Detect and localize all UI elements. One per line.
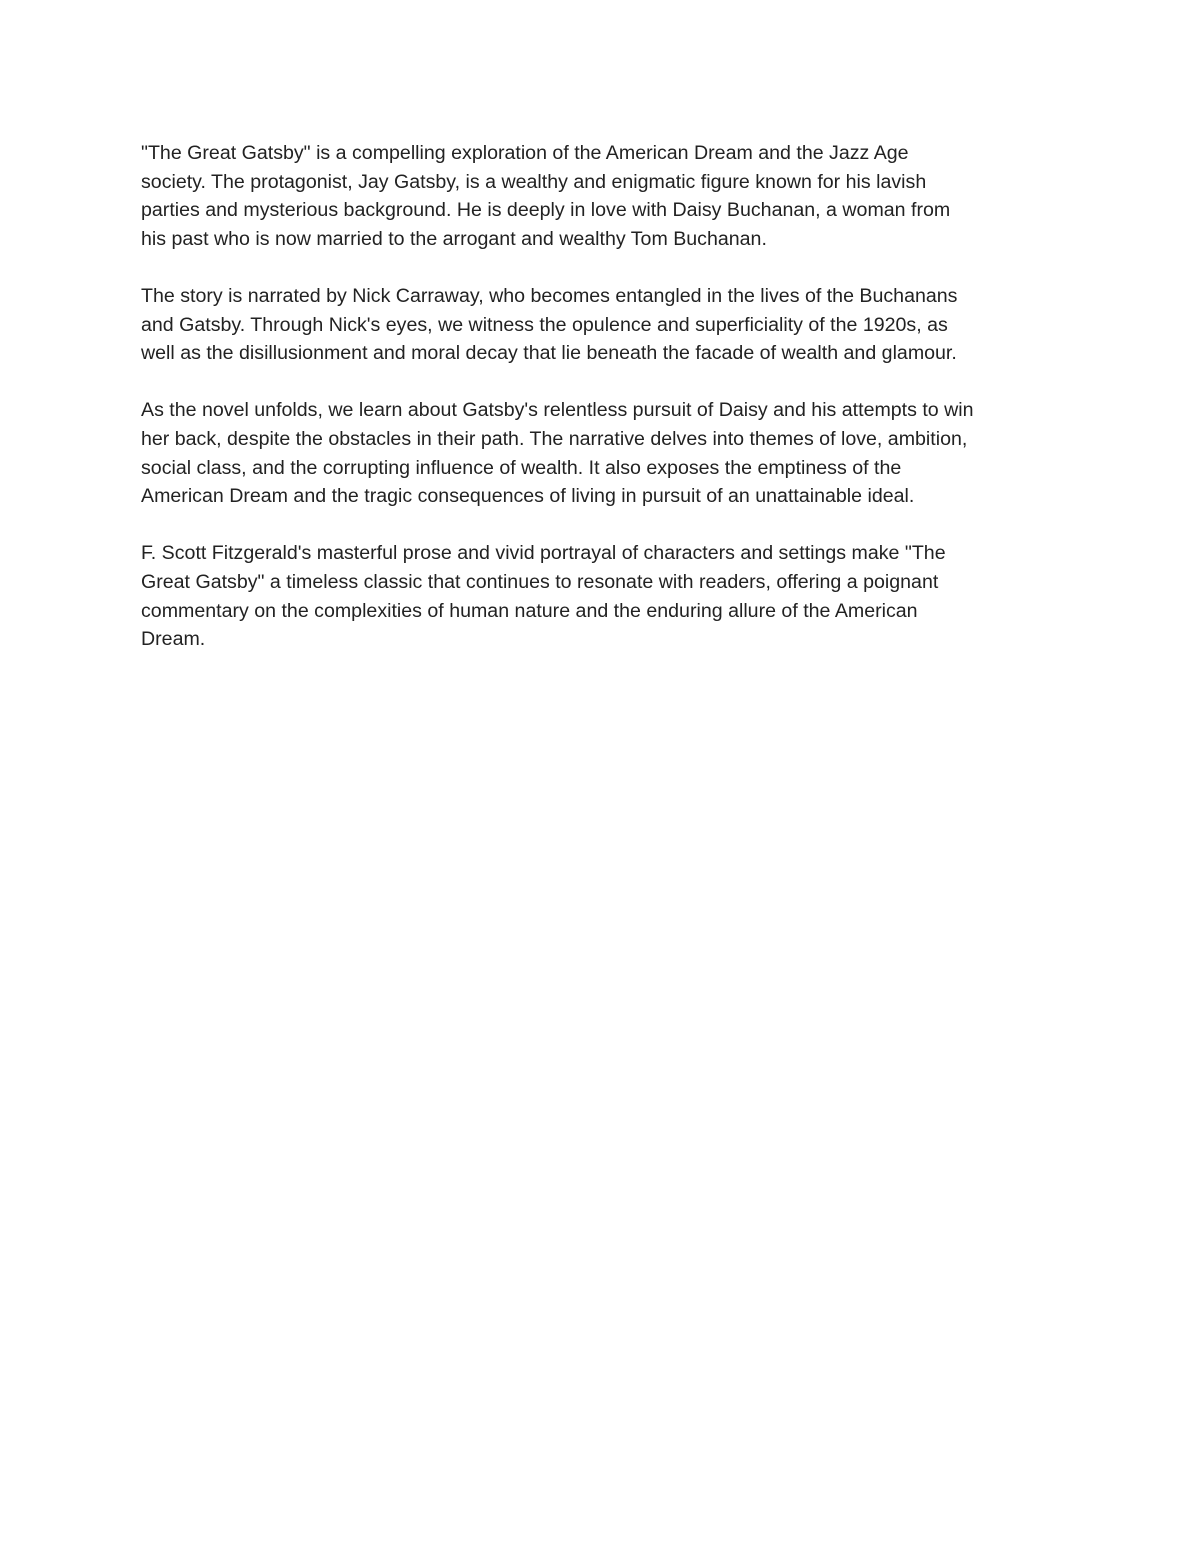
text-line: Great Gatsby" a timeless classic that continues to resonate with readers, offering a poignant	[141, 570, 939, 593]
text-line: As the novel unfolds, we learn about Gatsby's relentless pursuit of Daisy and his attempts to win	[141, 399, 974, 422]
paragraph-2	[141, 282, 1071, 368]
text-line: his past who is now married to the arrogant and wealthy Tom Buchanan.	[141, 227, 767, 250]
text-line: American Dream and the tragic consequences of living in pursuit of an unattainable ideal.	[141, 485, 915, 508]
text-line: Dream.	[141, 628, 206, 651]
text-line: "The Great Gatsby" is a compelling exploration of the American Dream and the Jazz Age	[141, 142, 909, 164]
paragraph-3	[141, 396, 1071, 510]
text-line: commentary on the complexities of human nature and the enduring allure of the American	[141, 599, 918, 622]
text-line: and Gatsby. Through Nick's eyes, we witness the opulence and superficiality of the 1920s, as	[141, 313, 948, 336]
text-line: F. Scott Fitzgerald's masterful prose and vivid portrayal of characters and settings make "The	[141, 542, 946, 565]
text-line: The story is narrated by Nick Carraway, who becomes entangled in the lives of the Buchanans	[141, 284, 958, 307]
text-line: social class, and the corrupting influence of wealth. It also exposes the emptiness of the	[141, 456, 902, 479]
paragraph-4	[141, 539, 1071, 653]
document-body	[141, 139, 1071, 682]
text-line: her back, despite the obstacles in their path. The narrative delves into themes of love, ambition,	[141, 427, 968, 450]
paragraph-1	[141, 139, 1071, 253]
text-line: society. The protagonist, Jay Gatsby, is a wealthy and enigmatic figure known for his lavish	[141, 170, 927, 193]
text-line: parties and mysterious background. He is deeply in love with Daisy Buchanan, a woman from	[141, 199, 951, 222]
text-line: well as the disillusionment and moral decay that lie beneath the facade of wealth and glamour.	[141, 342, 957, 365]
